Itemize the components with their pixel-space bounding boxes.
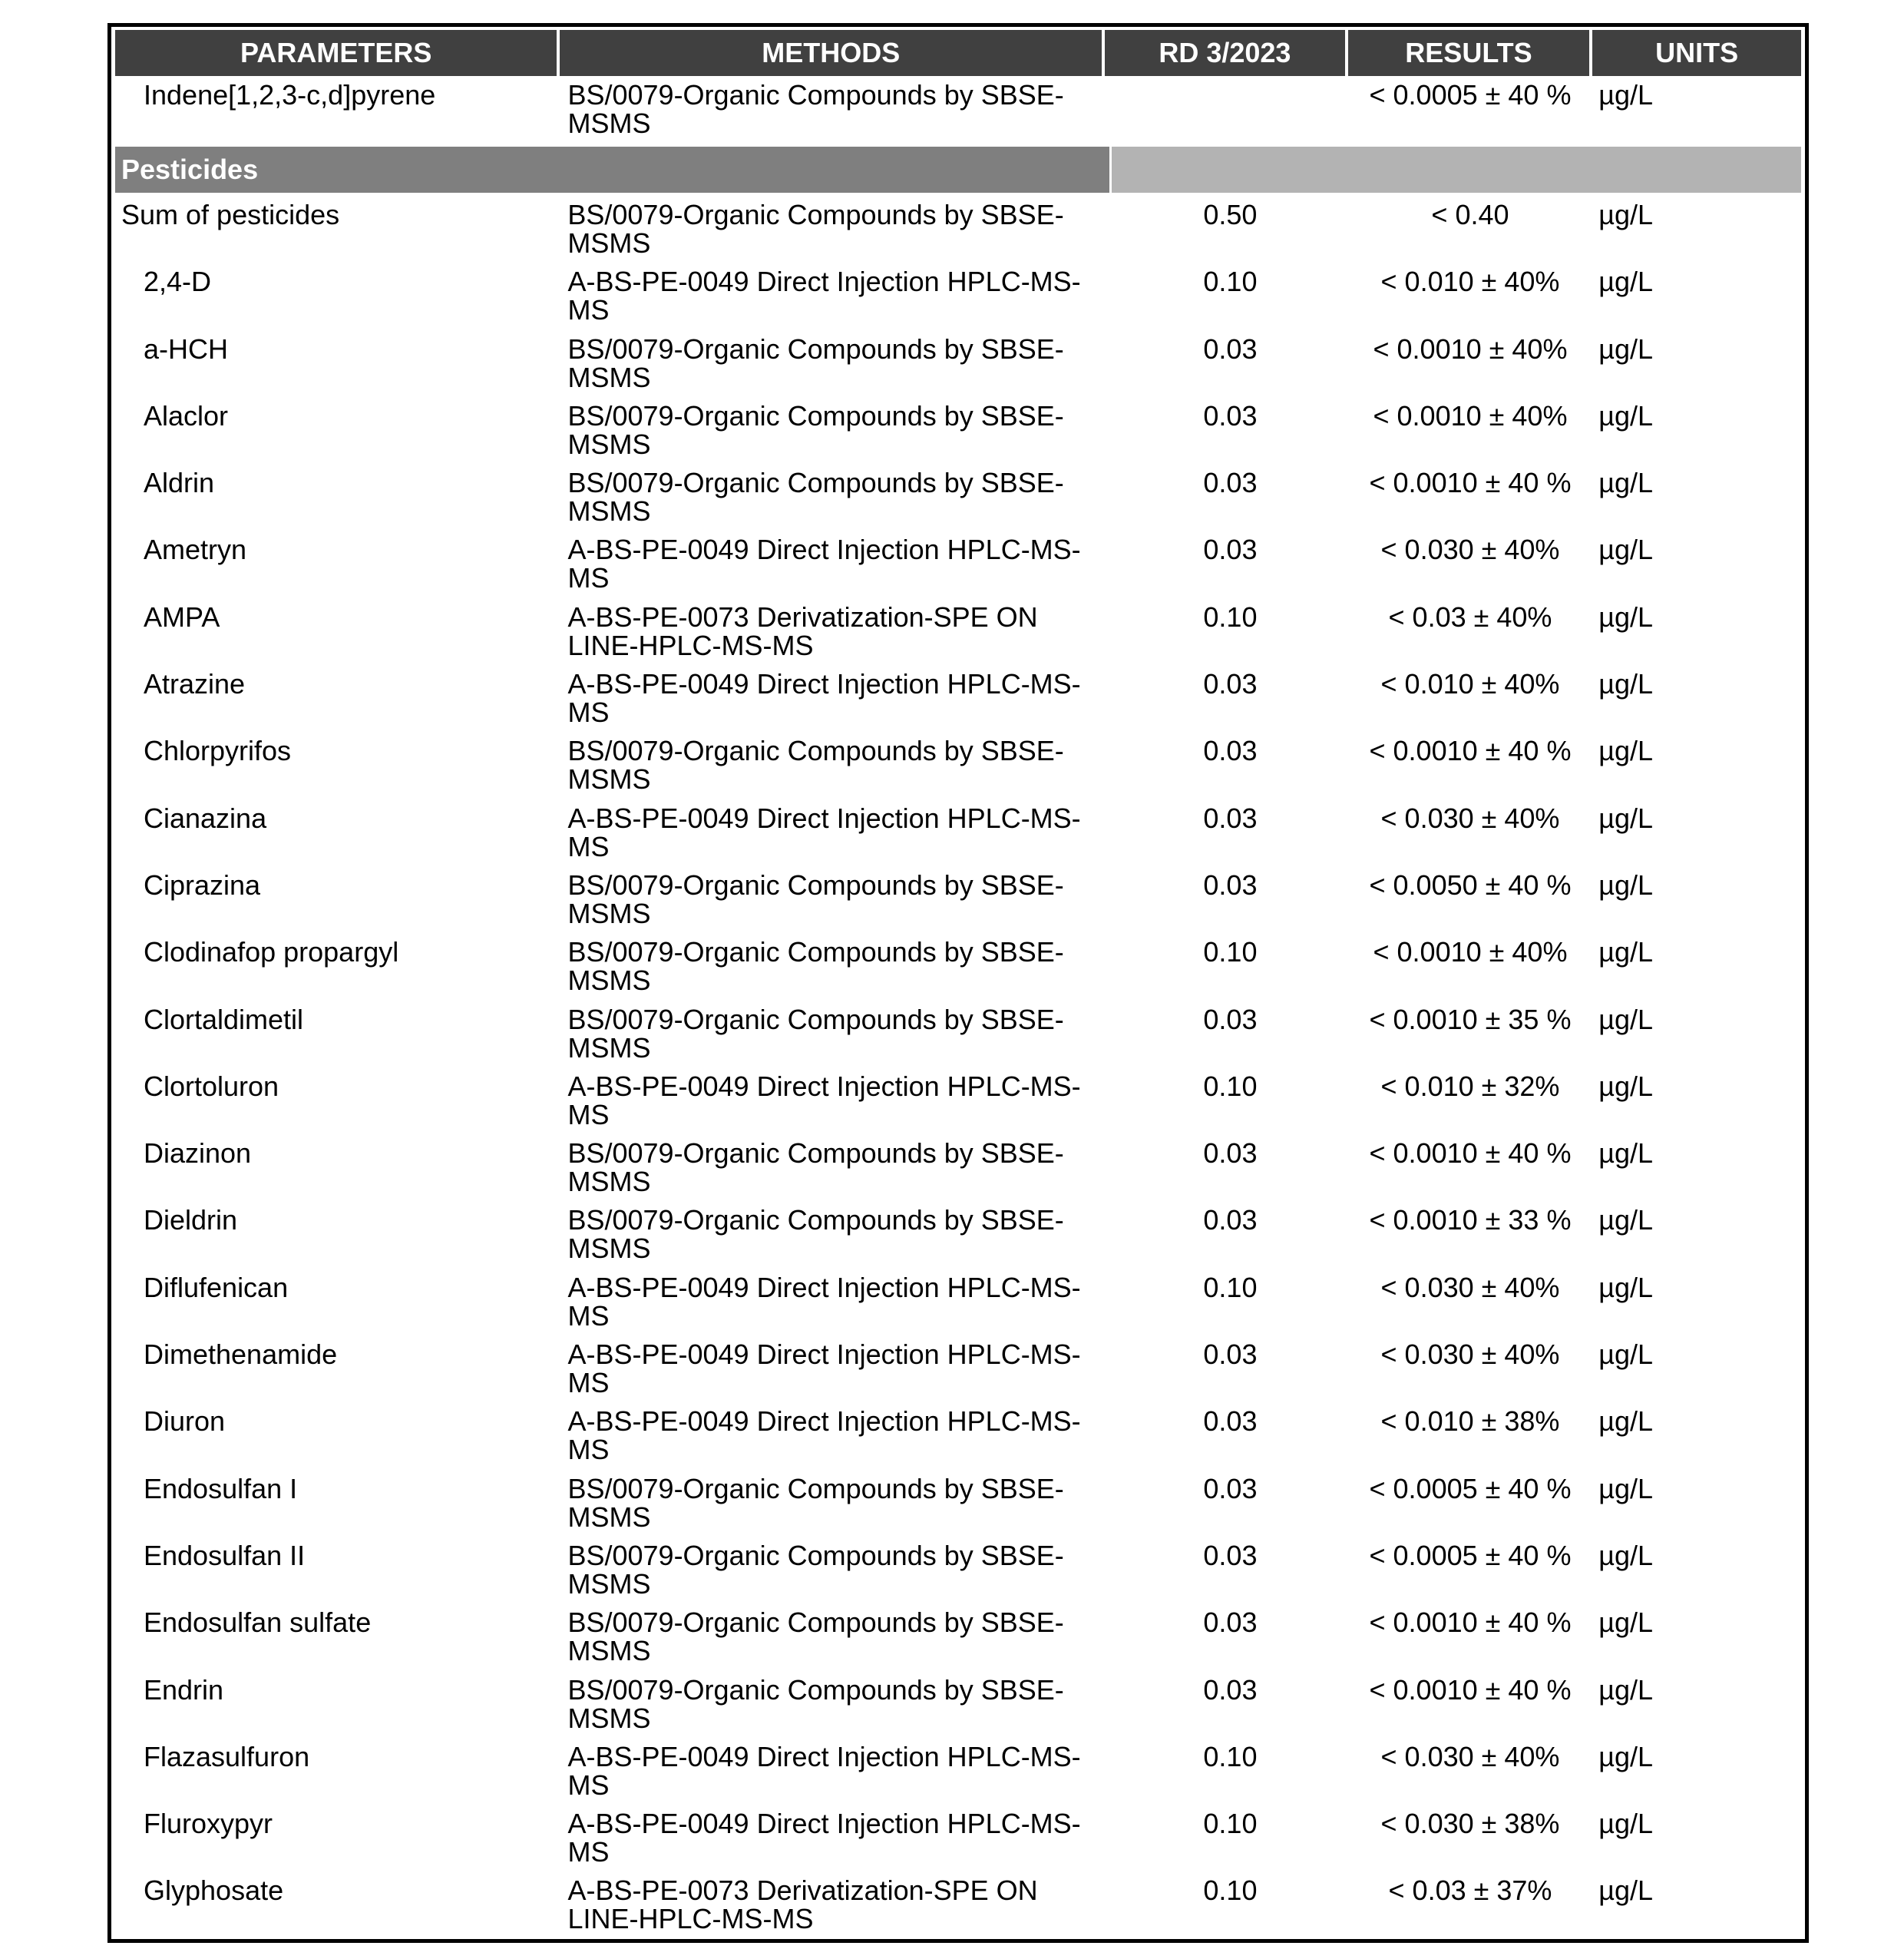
method-cell: BS/0079-Organic Compounds by SBSE-MSMS bbox=[567, 467, 1064, 528]
result-cell: < 0.010 ± 32% bbox=[1380, 1070, 1560, 1102]
parameter-cell: Indene[1,2,3-c,d]pyrene bbox=[144, 79, 436, 111]
unit-cell: µg/L bbox=[1598, 1607, 1654, 1639]
rd-cell: 0.10 bbox=[1203, 1740, 1258, 1772]
unit-cell: µg/L bbox=[1598, 869, 1654, 901]
parameter-cell: Cianazina bbox=[144, 802, 267, 834]
unit-cell: µg/L bbox=[1598, 1740, 1654, 1772]
method-cell: BS/0079-Organic Compounds by SBSE-MSMS bbox=[567, 1204, 1064, 1265]
section-header bbox=[115, 147, 1801, 193]
table-row bbox=[115, 799, 1801, 866]
rd-cell: 0.03 bbox=[1203, 1472, 1258, 1504]
parameter-cell: Flazasulfuron bbox=[144, 1740, 310, 1772]
unit-cell: µg/L bbox=[1598, 266, 1654, 298]
rd-cell: 0.03 bbox=[1203, 1204, 1258, 1236]
unit-cell: µg/L bbox=[1598, 79, 1654, 111]
unit-cell: µg/L bbox=[1598, 333, 1654, 365]
unit-cell: µg/L bbox=[1598, 1673, 1654, 1706]
header-units: UNITS bbox=[1592, 30, 1801, 76]
parameter-cell: Clodinafop propargyl bbox=[144, 936, 399, 968]
rd-cell: 0.03 bbox=[1203, 467, 1258, 499]
result-cell: < 0.0010 ± 40 % bbox=[1369, 467, 1572, 499]
unit-cell: µg/L bbox=[1598, 936, 1654, 968]
rd-cell: 0.03 bbox=[1203, 735, 1258, 767]
method-cell: BS/0079-Organic Compounds by SBSE-MSMS bbox=[567, 869, 1064, 929]
method-cell: A-BS-PE-0049 Direct Injection HPLC-MS-MS bbox=[567, 266, 1081, 326]
parameter-cell: Chlorpyrifos bbox=[144, 735, 292, 767]
table-row bbox=[115, 397, 1801, 464]
results-table bbox=[107, 23, 1809, 1943]
result-cell: < 0.030 ± 40% bbox=[1380, 1271, 1560, 1303]
method-cell: BS/0079-Organic Compounds by SBSE-MSMS bbox=[567, 1607, 1064, 1667]
result-cell: < 0.0005 ± 40 % bbox=[1369, 79, 1572, 111]
parameter-cell: Glyphosate bbox=[144, 1875, 284, 1907]
rd-cell: 0.03 bbox=[1203, 1137, 1258, 1170]
parameter-cell: Endrin bbox=[144, 1673, 224, 1706]
result-cell: < 0.030 ± 38% bbox=[1380, 1808, 1560, 1840]
parameter-cell: 2,4-D bbox=[144, 266, 212, 298]
table-row bbox=[115, 330, 1801, 397]
rd-cell: 0.03 bbox=[1203, 1003, 1258, 1035]
result-cell: < 0.030 ± 40% bbox=[1380, 1740, 1560, 1772]
method-cell: A-BS-PE-0049 Direct Injection HPLC-MS-MS bbox=[567, 1339, 1081, 1399]
parameter-cell: Clortaldimetil bbox=[144, 1003, 304, 1035]
table-row bbox=[115, 464, 1801, 531]
parameter-cell: Diuron bbox=[144, 1405, 226, 1438]
section-bar bbox=[1112, 147, 1801, 193]
table-row bbox=[115, 76, 1801, 145]
result-cell: < 0.0010 ± 35 % bbox=[1369, 1003, 1572, 1035]
method-cell: BS/0079-Organic Compounds by SBSE-MSMS bbox=[567, 79, 1064, 139]
rd-cell: 0.03 bbox=[1203, 1339, 1258, 1371]
method-cell: BS/0079-Organic Compounds by SBSE-MSMS bbox=[567, 1539, 1064, 1600]
method-cell: BS/0079-Organic Compounds by SBSE-MSMS bbox=[567, 199, 1064, 259]
parameter-cell: AMPA bbox=[144, 601, 220, 633]
table-row bbox=[115, 1269, 1801, 1335]
parameter-cell: Atrazine bbox=[144, 668, 246, 700]
result-cell: < 0.030 ± 40% bbox=[1380, 534, 1560, 566]
method-cell: A-BS-PE-0073 Derivatization-SPE ON LINE-HPLC-MS-MS bbox=[567, 601, 1038, 661]
unit-cell: µg/L bbox=[1598, 1003, 1654, 1035]
result-cell: < 0.03 ± 40% bbox=[1388, 601, 1552, 633]
method-cell: A-BS-PE-0049 Direct Injection HPLC-MS-MS bbox=[567, 802, 1081, 862]
result-cell: < 0.0010 ± 40 % bbox=[1369, 1137, 1572, 1170]
rd-cell: 0.03 bbox=[1203, 1405, 1258, 1438]
parameter-cell: Fluroxypyr bbox=[144, 1808, 273, 1840]
parameter-cell: Diazinon bbox=[144, 1137, 252, 1170]
method-cell: BS/0079-Organic Compounds by SBSE-MSMS bbox=[567, 333, 1064, 393]
method-cell: BS/0079-Organic Compounds by SBSE-MSMS bbox=[567, 1673, 1064, 1734]
unit-cell: µg/L bbox=[1598, 735, 1654, 767]
table-row bbox=[115, 1001, 1801, 1067]
table-body bbox=[115, 196, 1801, 1939]
result-cell: < 0.0010 ± 40 % bbox=[1369, 735, 1572, 767]
rd-cell: 0.03 bbox=[1203, 869, 1258, 901]
method-cell: A-BS-PE-0049 Direct Injection HPLC-MS-MS bbox=[567, 1740, 1081, 1801]
unit-cell: µg/L bbox=[1598, 802, 1654, 834]
table-row bbox=[115, 263, 1801, 329]
unit-cell: µg/L bbox=[1598, 1070, 1654, 1102]
unit-cell: µg/L bbox=[1598, 1405, 1654, 1438]
parameter-cell: Ciprazina bbox=[144, 869, 261, 901]
table-row bbox=[115, 1603, 1801, 1670]
result-cell: < 0.010 ± 40% bbox=[1380, 266, 1560, 298]
rd-cell: 0.03 bbox=[1203, 1539, 1258, 1571]
rd-cell bbox=[1105, 76, 1348, 145]
table-row bbox=[115, 196, 1801, 263]
parameter-cell: Endosulfan I bbox=[144, 1472, 298, 1504]
method-cell: BS/0079-Organic Compounds by SBSE-MSMS bbox=[567, 399, 1064, 460]
method-cell: A-BS-PE-0049 Direct Injection HPLC-MS-MS bbox=[567, 1808, 1081, 1868]
result-cell: < 0.0050 ± 40 % bbox=[1369, 869, 1572, 901]
parameter-cell: Alaclor bbox=[144, 399, 229, 432]
result-cell: < 0.010 ± 38% bbox=[1380, 1405, 1560, 1438]
table-row bbox=[115, 598, 1801, 665]
table-row bbox=[115, 1335, 1801, 1402]
rd-cell: 0.10 bbox=[1203, 266, 1258, 298]
table-row bbox=[115, 1402, 1801, 1469]
table-row bbox=[115, 933, 1801, 1000]
parameter-cell: Sum of pesticides bbox=[121, 199, 340, 230]
unit-cell: µg/L bbox=[1598, 399, 1654, 432]
rd-cell: 0.03 bbox=[1203, 668, 1258, 700]
result-cell: < 0.0010 ± 40% bbox=[1373, 333, 1568, 365]
table-row bbox=[115, 1067, 1801, 1134]
result-cell: < 0.0010 ± 40 % bbox=[1369, 1673, 1572, 1706]
parameter-cell: Endosulfan II bbox=[144, 1539, 306, 1571]
method-cell: BS/0079-Organic Compounds by SBSE-MSMS bbox=[567, 936, 1064, 997]
rd-cell: 0.10 bbox=[1203, 1875, 1258, 1907]
unit-cell: µg/L bbox=[1598, 668, 1654, 700]
parameter-cell: Clortoluron bbox=[144, 1070, 279, 1102]
unit-cell: µg/L bbox=[1598, 199, 1654, 230]
unit-cell: µg/L bbox=[1598, 1539, 1654, 1571]
table-row bbox=[115, 1537, 1801, 1603]
method-cell: BS/0079-Organic Compounds by SBSE-MSMS bbox=[567, 735, 1064, 796]
unit-cell: µg/L bbox=[1598, 1137, 1654, 1170]
unit-cell: µg/L bbox=[1598, 467, 1654, 499]
rd-cell: 0.03 bbox=[1203, 1673, 1258, 1706]
table-row bbox=[115, 665, 1801, 732]
rd-cell: 0.10 bbox=[1203, 1271, 1258, 1303]
table-row bbox=[115, 866, 1801, 933]
result-cell: < 0.0010 ± 40% bbox=[1373, 399, 1568, 432]
parameter-cell: Endosulfan sulfate bbox=[144, 1607, 372, 1639]
unit-cell: µg/L bbox=[1598, 1271, 1654, 1303]
rd-cell: 0.50 bbox=[1203, 199, 1258, 230]
parameter-cell: a-HCH bbox=[144, 333, 229, 365]
parameter-cell: Dieldrin bbox=[144, 1204, 238, 1236]
table-row bbox=[115, 1134, 1801, 1201]
header-parameters: PARAMETERS bbox=[115, 30, 560, 76]
section-title: Pesticides bbox=[115, 147, 1109, 193]
header-rd: RD 3/2023 bbox=[1105, 30, 1348, 76]
result-cell: < 0.40 bbox=[1431, 199, 1509, 230]
unit-cell: µg/L bbox=[1598, 1204, 1654, 1236]
result-cell: < 0.0005 ± 40 % bbox=[1369, 1472, 1572, 1504]
method-cell: A-BS-PE-0049 Direct Injection HPLC-MS-MS bbox=[567, 1271, 1081, 1332]
parameter-cell: Dimethenamide bbox=[144, 1339, 338, 1371]
table-row bbox=[115, 1871, 1801, 1938]
result-cell: < 0.03 ± 37% bbox=[1388, 1875, 1552, 1907]
result-cell: < 0.030 ± 40% bbox=[1380, 802, 1560, 834]
table-row bbox=[115, 1805, 1801, 1871]
unit-cell: µg/L bbox=[1598, 601, 1654, 633]
rd-cell: 0.03 bbox=[1203, 534, 1258, 566]
table-header bbox=[115, 30, 1801, 76]
header-results: RESULTS bbox=[1348, 30, 1593, 76]
unit-cell: µg/L bbox=[1598, 1339, 1654, 1371]
unit-cell: µg/L bbox=[1598, 1808, 1654, 1840]
table-row bbox=[115, 1738, 1801, 1805]
rd-cell: 0.10 bbox=[1203, 601, 1258, 633]
method-cell: A-BS-PE-0049 Direct Injection HPLC-MS-MS bbox=[567, 1405, 1081, 1466]
method-cell: BS/0079-Organic Compounds by SBSE-MSMS bbox=[567, 1003, 1064, 1064]
method-cell: BS/0079-Organic Compounds by SBSE-MSMS bbox=[567, 1472, 1064, 1533]
rd-cell: 0.10 bbox=[1203, 1808, 1258, 1840]
parameter-cell: Diflufenican bbox=[144, 1271, 289, 1303]
unit-cell: µg/L bbox=[1598, 1472, 1654, 1504]
rd-cell: 0.03 bbox=[1203, 1607, 1258, 1639]
result-cell: < 0.0010 ± 40 % bbox=[1369, 1607, 1572, 1639]
table-row bbox=[115, 732, 1801, 799]
rd-cell: 0.10 bbox=[1203, 936, 1258, 968]
method-cell: A-BS-PE-0049 Direct Injection HPLC-MS-MS bbox=[567, 668, 1081, 729]
method-cell: BS/0079-Organic Compounds by SBSE-MSMS bbox=[567, 1137, 1064, 1198]
method-cell: A-BS-PE-0073 Derivatization-SPE ON LINE-HPLC-MS-MS bbox=[567, 1875, 1038, 1935]
unit-cell: µg/L bbox=[1598, 534, 1654, 566]
table-row bbox=[115, 1201, 1801, 1268]
rd-cell: 0.03 bbox=[1203, 399, 1258, 432]
table-row bbox=[115, 1671, 1801, 1738]
method-cell: A-BS-PE-0049 Direct Injection HPLC-MS-MS bbox=[567, 534, 1081, 594]
table-row bbox=[115, 1470, 1801, 1537]
table-row bbox=[115, 531, 1801, 597]
rd-cell: 0.10 bbox=[1203, 1070, 1258, 1102]
parameter-cell: Ametryn bbox=[144, 534, 247, 566]
result-cell: < 0.0005 ± 40 % bbox=[1369, 1539, 1572, 1571]
result-cell: < 0.030 ± 40% bbox=[1380, 1339, 1560, 1371]
rd-cell: 0.03 bbox=[1203, 333, 1258, 365]
method-cell: A-BS-PE-0049 Direct Injection HPLC-MS-MS bbox=[567, 1070, 1081, 1130]
rd-cell: 0.03 bbox=[1203, 802, 1258, 834]
header-methods: METHODS bbox=[560, 30, 1105, 76]
unit-cell: µg/L bbox=[1598, 1875, 1654, 1907]
result-cell: < 0.0010 ± 40% bbox=[1373, 936, 1568, 968]
result-cell: < 0.010 ± 40% bbox=[1380, 668, 1560, 700]
parameter-cell: Aldrin bbox=[144, 467, 215, 499]
result-cell: < 0.0010 ± 33 % bbox=[1369, 1204, 1572, 1236]
